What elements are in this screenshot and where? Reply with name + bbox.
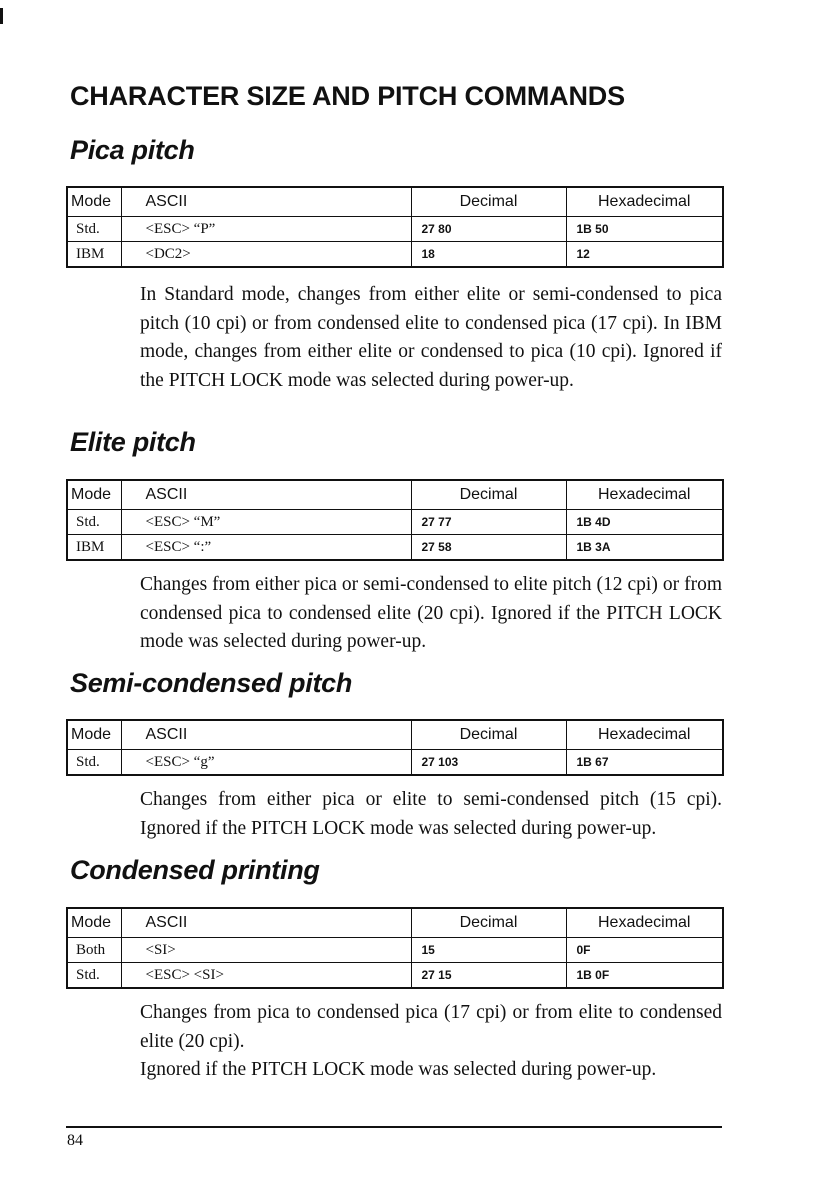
cell-decimal: 27 15 <box>411 963 566 989</box>
chapter-title: CHARACTER SIZE AND PITCH COMMANDS <box>70 81 625 111</box>
section-title-elite: Elite pitch <box>70 427 196 457</box>
header-mode: Mode <box>67 187 121 217</box>
cell-hex: 1B 50 <box>566 217 723 242</box>
header-ascii: ASCII <box>121 187 411 217</box>
header-hex: Hexadecimal <box>566 908 723 938</box>
header-decimal: Decimal <box>411 187 566 217</box>
cell-mode: Std. <box>67 510 121 535</box>
cell-decimal: 27 103 <box>411 750 566 776</box>
cell-decimal: 27 58 <box>411 535 566 561</box>
page-number: 84 <box>67 1132 83 1149</box>
header-ascii: ASCII <box>121 908 411 938</box>
header-decimal: Decimal <box>411 480 566 510</box>
cell-hex: 0F <box>566 938 723 963</box>
cell-decimal: 18 <box>411 242 566 268</box>
cell-ascii: <ESC> “:” <box>121 535 411 561</box>
cell-hex: 1B 0F <box>566 963 723 989</box>
cell-decimal: 27 77 <box>411 510 566 535</box>
cell-hex: 1B 4D <box>566 510 723 535</box>
cell-ascii: <SI> <box>121 938 411 963</box>
semi-condensed-command-table <box>66 719 724 776</box>
cell-decimal: 15 <box>411 938 566 963</box>
condensed-description-note: Ignored if the PITCH LOCK mode was selected during power-up. <box>140 1059 657 1080</box>
table-header-row <box>67 908 723 938</box>
table-row <box>67 963 723 989</box>
cell-mode: Both <box>67 938 121 963</box>
elite-command-table <box>66 479 724 561</box>
condensed-description: Changes from pica to condensed pica (17 cpi) or from elite to condensed elite (20 cpi). <box>140 1002 722 1052</box>
header-decimal: Decimal <box>411 720 566 750</box>
cell-ascii: <ESC> “M” <box>121 510 411 535</box>
table-row <box>67 242 723 268</box>
header-hex: Hexadecimal <box>566 720 723 750</box>
header-ascii: ASCII <box>121 720 411 750</box>
table-header-row <box>67 480 723 510</box>
condensed-command-table <box>66 907 724 989</box>
cell-mode: Std. <box>67 963 121 989</box>
cell-mode: IBM <box>67 242 121 268</box>
table-header-row <box>67 187 723 217</box>
table-row <box>67 535 723 561</box>
header-mode: Mode <box>67 720 121 750</box>
pica-description: In Standard mode, changes from either elite or semi-condensed to pica pitch (10 cpi) or from condensed elite to condensed pica (17 cpi). In IBM mode, changes from either elite or condensed to pica (10 cpi). Ignored if the PITCH LOCK mode was selected during power-up. <box>140 284 722 391</box>
elite-description: Changes from either pica or semi-condensed to elite pitch (12 cpi) or from condensed pica to condensed elite (20 cpi). Ignored if the PITCH LOCK mode was selected during power-up. <box>140 574 722 652</box>
cell-decimal: 27 80 <box>411 217 566 242</box>
section-title-semi-condensed: Semi-condensed pitch <box>70 668 353 698</box>
section-title-condensed: Condensed printing <box>70 855 320 885</box>
section-title-pica: Pica pitch <box>70 135 195 165</box>
table-header-row <box>67 720 723 750</box>
pica-command-table <box>66 186 724 268</box>
cell-ascii: <ESC> <SI> <box>121 963 411 989</box>
header-mode: Mode <box>67 908 121 938</box>
table-row <box>67 217 723 242</box>
cell-hex: 1B 67 <box>566 750 723 776</box>
cell-mode: Std. <box>67 750 121 776</box>
cell-mode: IBM <box>67 535 121 561</box>
semi-condensed-description: Changes from either pica or elite to semi-condensed pitch (15 cpi). Ignored if the PITCH LOCK mode was selected during power-up. <box>140 789 722 839</box>
page-edge-mark <box>0 8 3 24</box>
cell-ascii: <ESC> “P” <box>121 217 411 242</box>
header-hex: Hexadecimal <box>566 187 723 217</box>
header-ascii: ASCII <box>121 480 411 510</box>
table-row <box>67 510 723 535</box>
cell-hex: 1B 3A <box>566 535 723 561</box>
cell-ascii: <ESC> “g” <box>121 750 411 776</box>
table-row <box>67 938 723 963</box>
cell-ascii: <DC2> <box>121 242 411 268</box>
header-mode: Mode <box>67 480 121 510</box>
cell-mode: Std. <box>67 217 121 242</box>
cell-hex: 12 <box>566 242 723 268</box>
footer-rule <box>66 1126 722 1128</box>
table-row <box>67 750 723 776</box>
header-decimal: Decimal <box>411 908 566 938</box>
header-hex: Hexadecimal <box>566 480 723 510</box>
